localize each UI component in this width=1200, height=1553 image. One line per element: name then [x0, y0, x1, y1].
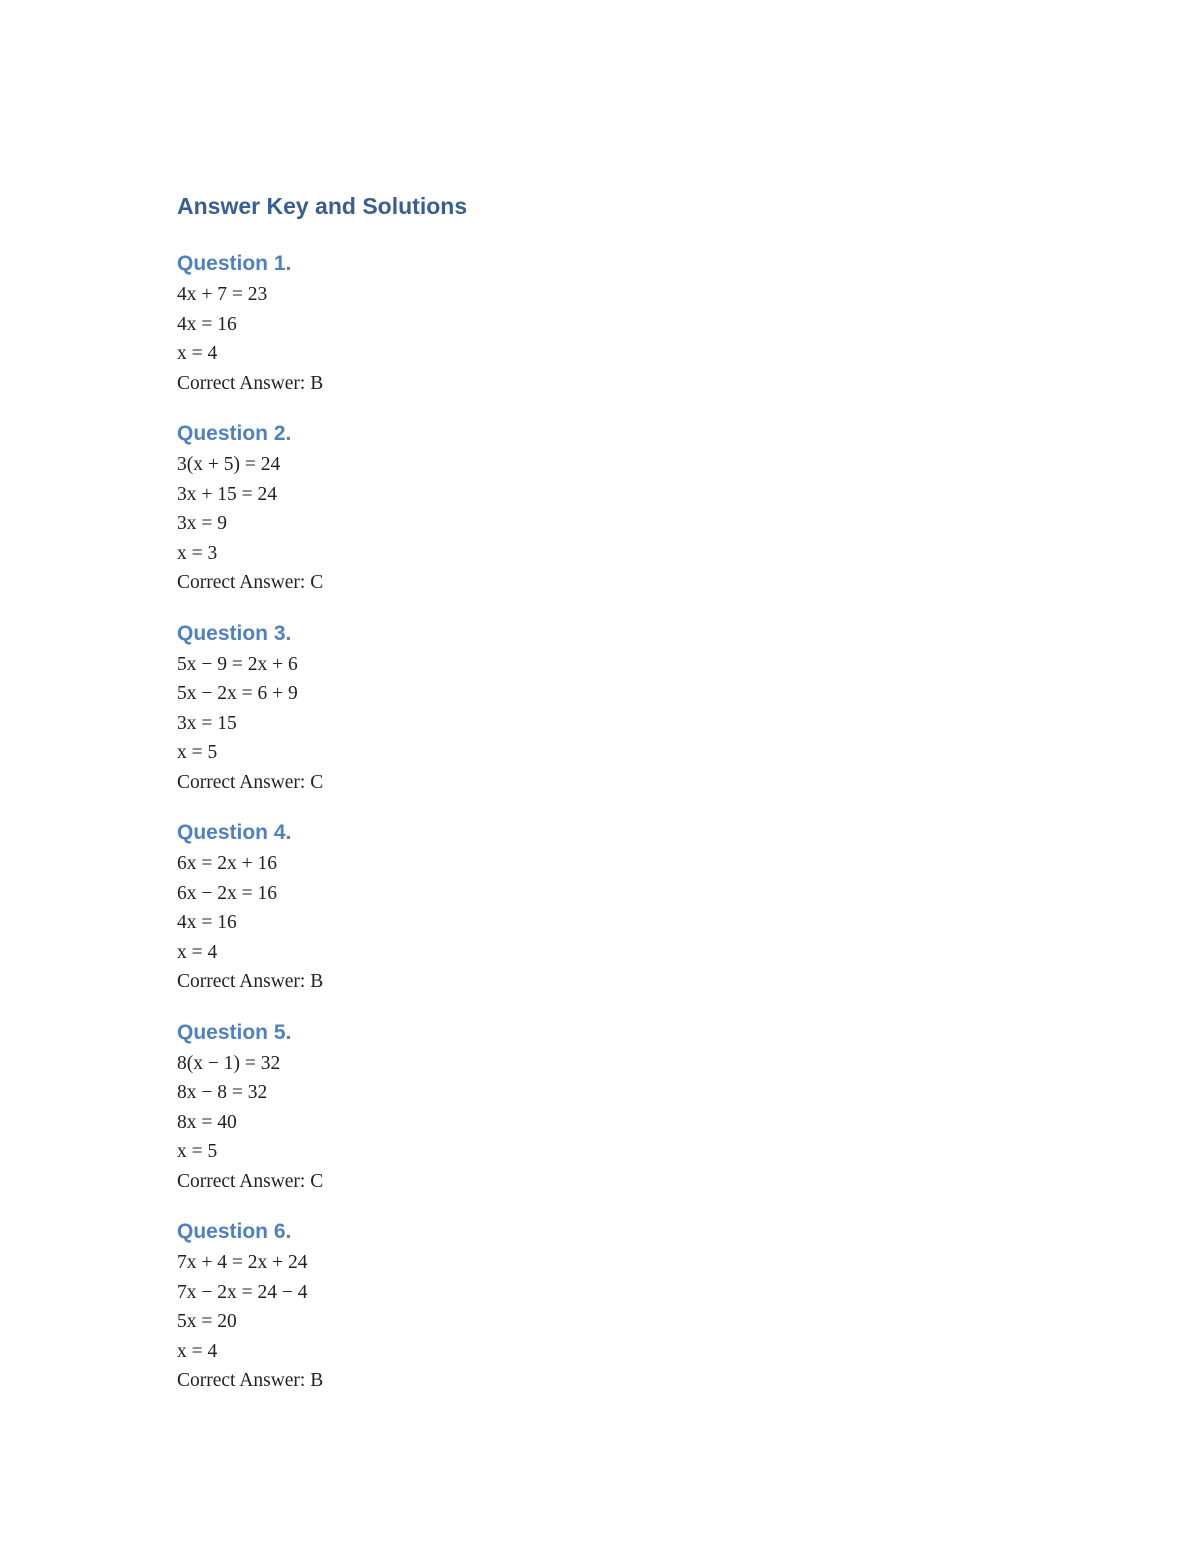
question-5 — [177, 1017, 1077, 1197]
solution-step: 3(x + 5) = 24 — [177, 454, 281, 475]
correct-answer: Correct Answer: C — [177, 771, 324, 793]
solution-step: 8(x − 1) = 32 — [177, 1052, 281, 1074]
solution-step: 4x = 16 — [177, 912, 237, 933]
correct-answer: Correct Answer: B — [177, 372, 324, 394]
solution-step: 3x = 15 — [177, 712, 237, 734]
solution-step: 5x − 2x = 6 + 9 — [177, 683, 298, 704]
solution-step: 7x + 4 = 2x + 24 — [177, 1252, 308, 1273]
question-heading: Question 2. — [177, 422, 292, 445]
question-heading: Question 5. — [177, 1020, 292, 1044]
solution-step: x = 5 — [177, 742, 218, 763]
question-2 — [177, 418, 1077, 598]
solution-step: 6x − 2x = 16 — [177, 882, 277, 904]
solution-step: 7x − 2x = 24 − 4 — [177, 1281, 308, 1303]
correct-answer: Correct Answer: B — [177, 1370, 324, 1391]
question-heading: Question 1. — [177, 252, 292, 275]
question-4 — [177, 817, 1077, 997]
document-body — [177, 190, 1077, 1396]
solution-step: 3x + 15 = 24 — [177, 483, 277, 505]
correct-answer: Correct Answer: C — [177, 1170, 324, 1192]
solution-step: 4x + 7 = 23 — [177, 284, 268, 305]
solution-step: 6x = 2x + 16 — [177, 853, 277, 874]
solution-step: 5x − 9 = 2x + 6 — [177, 653, 298, 675]
solution-step: 4x = 16 — [177, 313, 237, 335]
solution-step: 3x = 9 — [177, 513, 227, 534]
solution-step: x = 3 — [177, 542, 218, 564]
document-title: Answer Key and Solutions — [177, 193, 468, 219]
solution-step: x = 5 — [177, 1141, 218, 1162]
question-6 — [177, 1216, 1077, 1396]
question-1 — [177, 248, 1077, 398]
solution-step: 5x = 20 — [177, 1311, 237, 1332]
question-heading: Question 6. — [177, 1220, 292, 1243]
solution-step: 8x − 8 = 32 — [177, 1082, 268, 1103]
solution-step: x = 4 — [177, 941, 218, 963]
correct-answer: Correct Answer: C — [177, 572, 324, 593]
solution-step: x = 4 — [177, 1340, 218, 1362]
question-heading: Question 3. — [177, 621, 292, 645]
solution-step: 8x = 40 — [177, 1111, 237, 1133]
question-heading: Question 4. — [177, 821, 292, 844]
solution-step: x = 4 — [177, 343, 218, 364]
question-3 — [177, 618, 1077, 798]
correct-answer: Correct Answer: B — [177, 971, 324, 992]
